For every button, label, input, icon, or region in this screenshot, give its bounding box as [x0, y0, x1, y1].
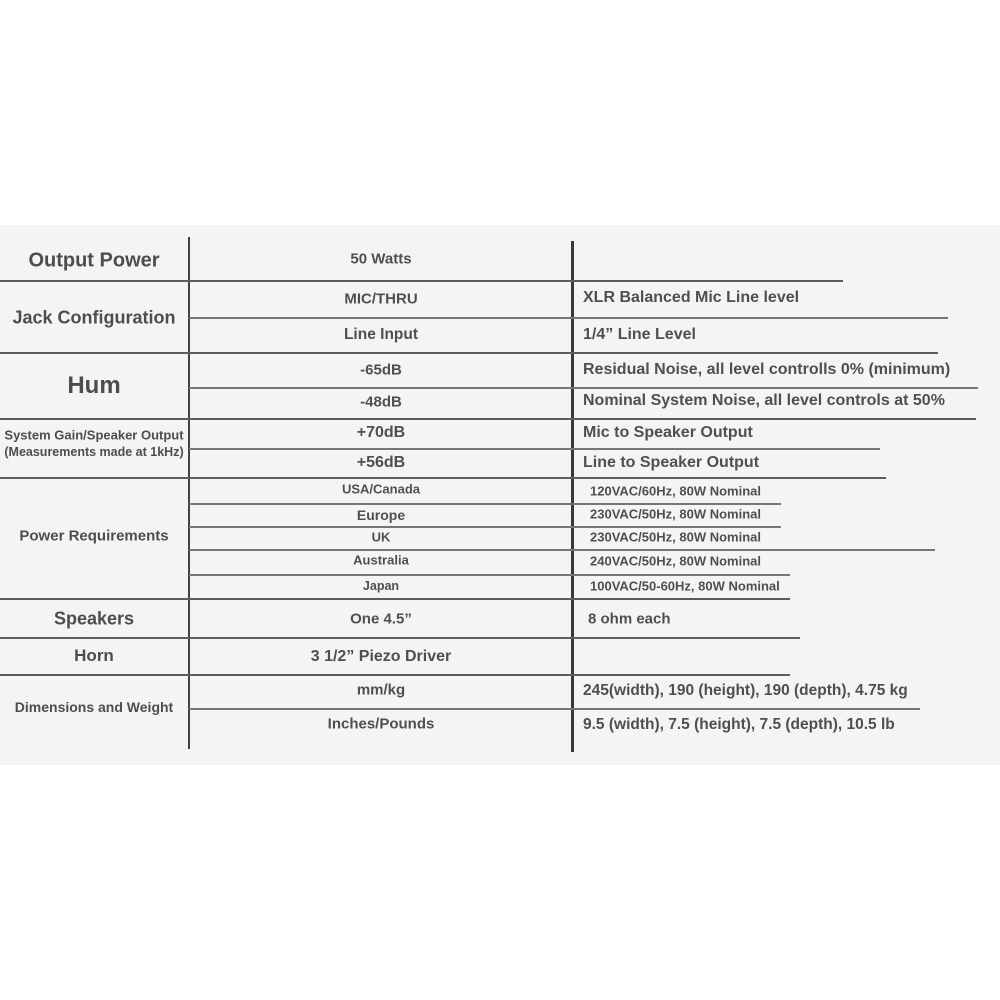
- row-divider: [189, 317, 948, 319]
- description-dimensions-imperial: 9.5 (width), 7.5 (height), 7.5 (depth), 10.5 lb: [583, 716, 895, 734]
- value-region-uk: UK: [371, 529, 391, 545]
- description-dimensions-metric: 245(width), 190 (height), 190 (depth), 4.75 kg: [583, 682, 908, 700]
- section-label-hum: Hum: [67, 372, 121, 400]
- value-line-input: Line Input: [343, 326, 419, 344]
- section-label-system-gain: System Gain/Speaker Output: [4, 427, 184, 443]
- description-mic-thru: XLR Balanced Mic Line level: [583, 288, 800, 306]
- description-power-uk: 230VAC/50Hz, 80W Nominal: [590, 529, 761, 545]
- description-gain-mic: Mic to Speaker Output: [583, 423, 753, 441]
- description-power-usa-canada: 120VAC/60Hz, 80W Nominal: [590, 483, 761, 499]
- row-divider: [0, 352, 938, 354]
- description-power-japan: 100VAC/50-60Hz, 80W Nominal: [590, 578, 780, 594]
- description-line-input: 1/4” Line Level: [583, 325, 696, 343]
- value-region-usa-canada: USA/Canada: [341, 481, 421, 497]
- section-label-horn: Horn: [74, 646, 114, 666]
- section-label-power-requirements: Power Requirements: [19, 527, 169, 545]
- value-hum-residual: -65dB: [360, 361, 402, 379]
- row-divider: [0, 598, 790, 600]
- section-label-jack-configuration: Jack Configuration: [12, 307, 176, 328]
- description-speakers: 8 ohm each: [588, 610, 671, 628]
- value-region-europe: Europe: [356, 506, 406, 523]
- value-output-power: 50 Watts: [350, 250, 412, 268]
- value-speakers: One 4.5”: [350, 610, 412, 628]
- description-gain-line: Line to Speaker Output: [583, 453, 760, 471]
- row-divider: [189, 549, 935, 551]
- row-divider: [189, 503, 781, 505]
- description-power-australia: 240VAC/50Hz, 80W Nominal: [590, 553, 761, 569]
- row-divider: [0, 637, 800, 639]
- description-hum-residual: Residual Noise, all level controlls 0% (minimum): [583, 360, 951, 378]
- description-power-europe: 230VAC/50Hz, 80W Nominal: [590, 506, 761, 522]
- value-horn: 3 1/2” Piezo Driver: [310, 647, 452, 665]
- row-divider: [189, 708, 920, 710]
- value-gain-mic: +70dB: [356, 423, 406, 441]
- value-region-japan: Japan: [362, 578, 400, 593]
- section-label-output-power: Output Power: [28, 249, 160, 272]
- value-gain-line: +56dB: [356, 453, 406, 471]
- value-hum-nominal: -48dB: [360, 393, 402, 411]
- row-divider: [0, 418, 976, 420]
- row-divider: [189, 574, 790, 576]
- value-dimensions-metric: mm/kg: [356, 681, 406, 699]
- section-sublabel-system-gain: (Measurements made at 1kHz): [4, 444, 184, 459]
- row-divider: [189, 448, 880, 450]
- row-divider: [0, 674, 790, 676]
- description-hum-nominal: Nominal System Noise, all level controls at 50%: [583, 391, 945, 409]
- row-divider: [0, 280, 843, 282]
- value-region-australia: Australia: [353, 552, 409, 568]
- row-divider: [0, 477, 886, 479]
- section-label-dimensions: Dimensions and Weight: [14, 698, 174, 715]
- value-mic-thru: MIC/THRU: [344, 290, 418, 308]
- section-label-speakers: Speakers: [53, 608, 135, 629]
- row-divider: [189, 387, 978, 389]
- value-dimensions-imperial: Inches/Pounds: [327, 715, 435, 733]
- row-divider: [189, 526, 781, 528]
